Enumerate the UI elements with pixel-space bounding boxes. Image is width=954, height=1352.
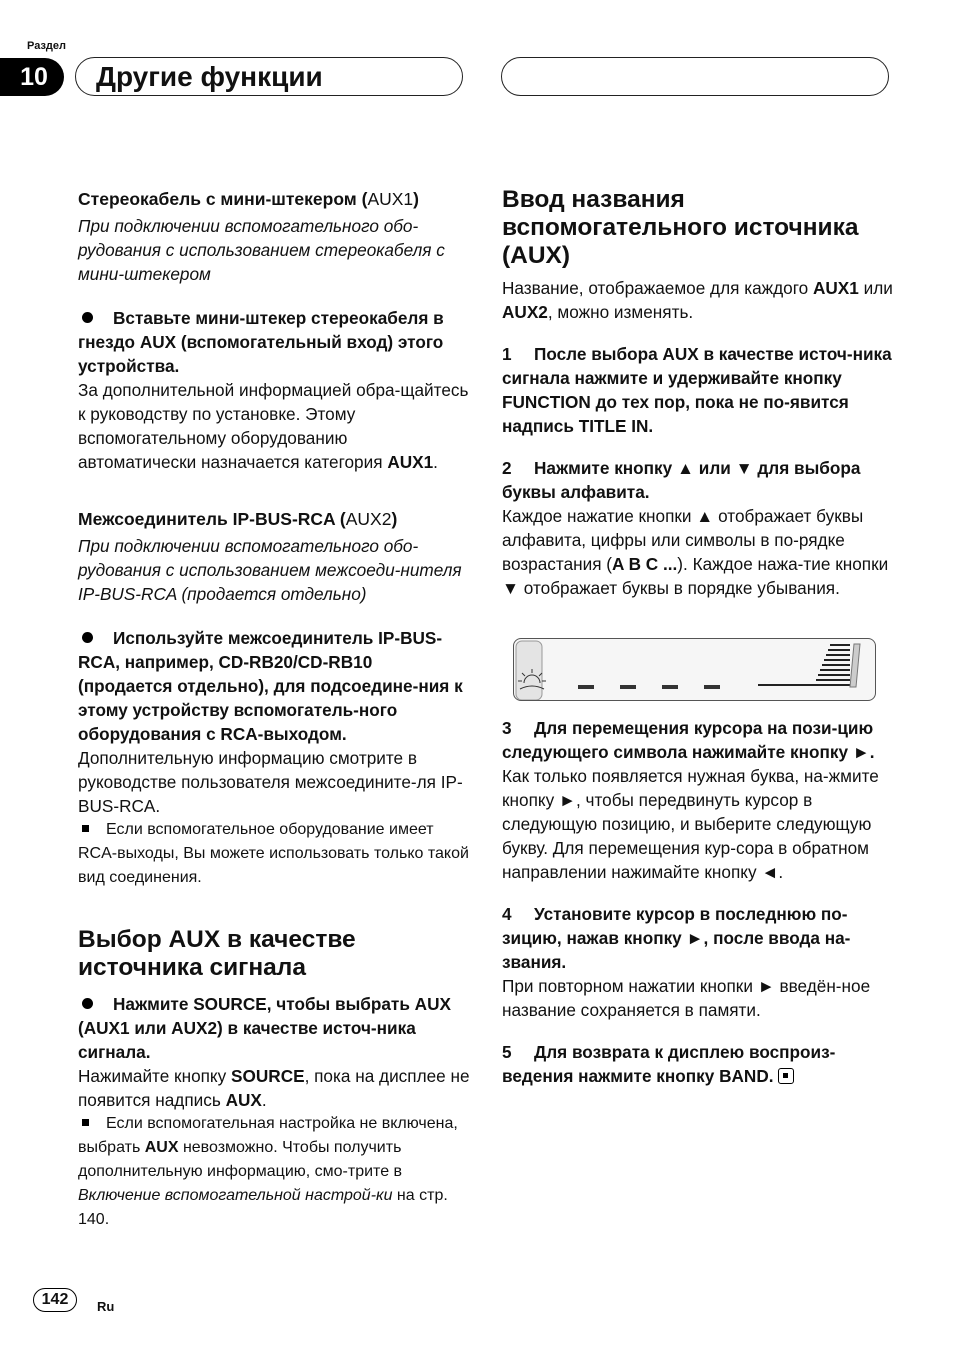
aux2-intro: При подключении вспомогательного обо-рудования с использованием межсоеди-нителя IP-BUS-RCA (продается отдельно): [78, 536, 462, 604]
aux2-step: Используйте межсоединитель IP-BUS-RCA, например, CD-RB20/CD-RB10 (продается отдельно), для подсоедине-ния к этому устройству вспомогатель-ного оборудования с RCA-выходом.: [78, 628, 463, 744]
step-3-body: Как только появляется нужная буква, на-жмите кнопку ►, чтобы передвинуть курсор в следующую позицию, и выберите следующую букву. Для перемещения кур-сора в обратном направлении нажимайте кнопку ◄.: [502, 766, 879, 882]
lcd-graphic: [514, 639, 876, 701]
section-label: Раздел: [27, 40, 66, 52]
level-meter-bars: [758, 645, 850, 685]
aux1-body: За дополнительной информацией обра-щайтесь к руководству по установке. Этому вспомогательному оборудованию автоматически назначается категория AUX1.: [78, 380, 469, 472]
page-title: Другие функции: [75, 57, 463, 96]
select-heading: Выбор AUX в качестве источника сигнала: [78, 926, 356, 981]
step-2: 2 Нажмите кнопку ▲ или ▼ для выбора буквы алфавита.: [502, 458, 861, 502]
step-4-body: При повторном нажатии кнопки ► введён-ное название сохраняется в памяти.: [502, 976, 871, 1020]
bullet-icon: [82, 998, 93, 1009]
language-code: Ru: [97, 1299, 115, 1314]
section-number: 10: [0, 58, 64, 96]
select-body: Нажимайте кнопку SOURCE, пока на дисплее не появится надпись AUX.: [78, 1066, 470, 1110]
title-in-intro: Название, отображаемое для каждого AUX1 или AUX2, можно изменять.: [502, 278, 893, 322]
page-number: 142: [33, 1288, 77, 1312]
step-1: 1 После выбора AUX в качестве источ-ника сигнала нажмите и удерживайте кнопку FUNCTION до тех пор, пока не по-явится надпись TITLE IN.: [502, 344, 892, 436]
stop-icon: [778, 1068, 794, 1084]
left-column: [78, 186, 470, 1232]
note-square-icon: [82, 1119, 89, 1126]
bullet-icon: [82, 312, 93, 323]
step-4: 4 Установите курсор в последнюю по-зицию, нажав кнопку ►, после ввода на-звания.: [502, 904, 851, 972]
aux1-step: Вставьте мини-штекер стереокабеля в гнездо AUX (вспомогательный вход) этого устройства.: [78, 308, 444, 376]
aux2-body: Дополнительную информацию смотрите в руководстве пользователя межсоедините-ля IP-BUS-RCA.: [78, 748, 463, 816]
aux2-heading: Межсоединитель IP-BUS-RCA (AUX2): [78, 509, 398, 529]
lcd-character-marks: [578, 685, 720, 689]
cross-reference-link: Включение вспомогательной настрой-ки: [78, 1187, 393, 1204]
aux1-heading: Стереокабель с мини-штекером (AUX1): [78, 189, 419, 209]
lcd-display-illustration: [513, 638, 876, 701]
title-in-heading: Ввод названия вспомогательного источника (AUX): [502, 186, 859, 269]
note-square-icon: [82, 825, 89, 832]
header-blank-frame: [501, 57, 889, 96]
step-3: 3 Для перемещения курсора на пози-цию следующего символа нажимайте кнопку ►.: [502, 718, 875, 762]
select-note: Если вспомогательная настройка не включена, выбрать AUX невозможно. Чтобы получить дополнительную информацию, смо-трите в Включение вспомогательной настрой-ки на стр. 140.: [78, 1115, 458, 1228]
right-column: [502, 186, 894, 1088]
aux2-note: Если вспомогательное оборудование имеет RCA-выходы, Вы можете использовать только такой вид соединения.: [78, 821, 469, 886]
select-step: Нажмите SOURCE, чтобы выбрать AUX (AUX1 или AUX2) в качестве источ-ника сигнала.: [78, 994, 451, 1062]
aux1-intro: При подключении вспомогательного обо-рудования с использованием стереокабеля с мини-штекером: [78, 216, 445, 284]
step-2-body: Каждое нажатие кнопки ▲ отображает буквы алфавита, цифры или символы в по-рядке возрастания (A B C ...). Каждое нажа-тие кнопки ▼ отображает буквы в порядке убывания.: [502, 506, 889, 598]
bullet-icon: [82, 632, 93, 643]
step-5: 5 Для возврата к дисплею воспроиз-ведения нажмите кнопку BAND.: [502, 1042, 836, 1086]
